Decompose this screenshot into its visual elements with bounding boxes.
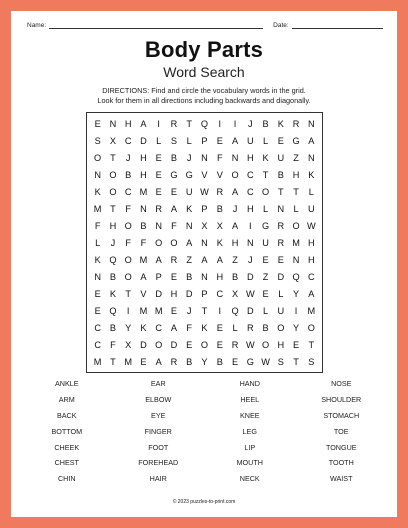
grid-letter[interactable]: F — [140, 237, 147, 248]
grid-letter[interactable]: I — [294, 305, 298, 316]
grid-letter[interactable]: T — [278, 187, 284, 198]
grid-letter[interactable]: Y — [293, 288, 300, 299]
grid-letter[interactable]: L — [95, 237, 101, 248]
grid-letter[interactable]: A — [201, 254, 208, 265]
grid-letter[interactable]: K — [186, 204, 193, 215]
grid-letter[interactable]: P — [155, 271, 162, 282]
grid-letter[interactable]: E — [216, 322, 223, 333]
grid-letter[interactable]: J — [247, 119, 253, 130]
grid-letter[interactable]: C — [94, 339, 101, 350]
grid-letter[interactable]: N — [201, 237, 208, 248]
grid-letter[interactable]: B — [125, 170, 132, 181]
grid-letter[interactable]: E — [277, 254, 284, 265]
grid-letter[interactable]: L — [262, 204, 269, 215]
grid-letter[interactable]: O — [124, 221, 132, 232]
grid-letter[interactable]: N — [292, 254, 300, 265]
grid-letter[interactable]: K — [201, 322, 208, 333]
grid-letter[interactable]: S — [170, 136, 178, 147]
grid-letter[interactable]: B — [170, 153, 178, 164]
date-field[interactable] — [292, 22, 383, 29]
grid-letter[interactable]: N — [155, 221, 163, 232]
grid-letter[interactable]: W — [245, 288, 255, 299]
grid-letter[interactable]: S — [94, 136, 101, 147]
grid-letter[interactable]: G — [170, 170, 178, 181]
grid-letter[interactable]: A — [155, 254, 162, 265]
grid-letter[interactable]: K — [277, 119, 284, 130]
grid-letter[interactable]: X — [216, 221, 223, 232]
grid-letter[interactable]: E — [262, 254, 269, 265]
grid-letter[interactable]: O — [261, 187, 270, 198]
grid-letter[interactable]: N — [308, 119, 315, 130]
grid-letter[interactable]: C — [155, 322, 163, 333]
grid-letter[interactable]: Z — [293, 153, 299, 164]
grid-letter[interactable]: R — [155, 204, 163, 215]
grid-letter[interactable]: O — [124, 271, 132, 282]
grid-letter[interactable]: B — [216, 204, 223, 215]
grid-letter[interactable]: O — [155, 339, 163, 350]
grid-letter[interactable]: J — [232, 204, 238, 215]
directions-line-2: Look for them in all directions including backwards and diagonally. — [97, 96, 311, 105]
word-bank-item: CHEEK — [54, 442, 80, 452]
grid-letter[interactable]: B — [186, 356, 193, 367]
grid-letter[interactable]: E — [293, 339, 300, 350]
grid-letter[interactable]: D — [246, 305, 254, 316]
grid-letter[interactable]: L — [186, 136, 192, 147]
grid-letter[interactable]: C — [246, 187, 254, 198]
grid-letter[interactable]: R — [170, 356, 178, 367]
grid-letter[interactable]: B — [140, 221, 147, 232]
grid-letter[interactable]: Y — [125, 322, 132, 333]
grid-letter[interactable]: I — [218, 305, 222, 316]
grid-letter[interactable]: U — [185, 187, 193, 198]
grid-letter[interactable]: Z — [262, 271, 269, 282]
grid-letter[interactable]: T — [308, 339, 315, 350]
grid-letter[interactable]: J — [247, 254, 253, 265]
grid-letter[interactable]: F — [125, 237, 131, 248]
grid-letter[interactable]: K — [140, 322, 147, 333]
grid-letter[interactable]: H — [246, 204, 254, 215]
word-bank-item: CHIN — [57, 474, 76, 484]
grid-letter[interactable]: X — [109, 136, 116, 147]
grid-letter[interactable]: N — [246, 237, 254, 248]
grid-letter[interactable]: I — [218, 119, 222, 130]
grid-letter[interactable]: E — [155, 153, 162, 164]
grid-letter[interactable]: A — [170, 204, 178, 215]
grid-letter[interactable]: S — [308, 356, 315, 367]
grid-letter[interactable]: C — [216, 288, 224, 299]
word-bank-item: LEG — [242, 426, 257, 436]
grid-letter[interactable]: S — [277, 356, 284, 367]
grid-letter[interactable]: E — [262, 288, 269, 299]
grid-letter[interactable]: X — [231, 288, 239, 299]
grid-letter[interactable]: P — [201, 136, 208, 147]
grid-letter[interactable]: B — [109, 271, 116, 282]
grid-letter[interactable]: D — [170, 339, 178, 350]
grid-letter[interactable]: L — [293, 204, 299, 215]
grid-letter[interactable]: L — [262, 305, 269, 316]
grid-letter[interactable]: I — [233, 119, 237, 130]
word-bank-item: HEEL — [240, 395, 260, 405]
grid-letter[interactable]: E — [216, 339, 223, 350]
grid-letter[interactable]: I — [249, 221, 252, 232]
grid-letter[interactable]: B — [109, 322, 116, 333]
grid-letter[interactable]: T — [293, 356, 299, 367]
grid-letter[interactable]: L — [278, 288, 284, 299]
grid-letter[interactable]: G — [261, 221, 270, 232]
name-date-header — [27, 22, 383, 29]
grid-letter[interactable]: N — [201, 271, 208, 282]
grid-letter[interactable]: E — [216, 136, 223, 147]
grid-letter[interactable]: Q — [109, 305, 117, 316]
word-bank-item: ELBOW — [145, 395, 172, 405]
grid-letter[interactable]: L — [156, 136, 162, 147]
grid-letter[interactable]: O — [109, 170, 117, 181]
grid-letter[interactable]: W — [307, 221, 316, 232]
grid-letter[interactable]: B — [231, 271, 239, 282]
grid-letter[interactable]: T — [110, 153, 116, 164]
grid-letter[interactable]: P — [201, 288, 208, 299]
grid-letter[interactable]: K — [262, 153, 269, 164]
grid-letter[interactable]: N — [109, 119, 117, 130]
grid-letter[interactable]: E — [94, 288, 101, 299]
grid-letter[interactable]: A — [186, 237, 193, 248]
word-bank-item: EYE — [151, 410, 166, 420]
grid-letter[interactable]: V — [201, 170, 208, 181]
grid-letter[interactable]: A — [170, 322, 178, 333]
word-bank-item: TOOTH — [328, 458, 354, 468]
word-bank-item: BOTTOM — [51, 426, 83, 436]
grid-letter[interactable]: N — [185, 221, 193, 232]
grid-letter[interactable]: K — [109, 288, 116, 299]
grid-letter[interactable]: E — [186, 339, 193, 350]
grid-letter[interactable]: E — [277, 136, 284, 147]
grid-letter[interactable]: R — [246, 322, 254, 333]
grid-letter[interactable]: M — [139, 254, 148, 265]
grid-letter[interactable]: K — [94, 187, 101, 198]
grid-letter[interactable]: P — [201, 204, 208, 215]
word-bank-item: EAR — [150, 379, 166, 389]
grid-letter[interactable]: O — [94, 153, 102, 164]
grid-letter[interactable]: B — [262, 119, 269, 130]
grid-letter[interactable]: T — [293, 187, 299, 198]
grid-letter[interactable]: O — [307, 322, 315, 333]
page-title: Body Parts — [144, 37, 264, 62]
grid-letter[interactable]: M — [307, 305, 316, 316]
grid-letter[interactable]: N — [94, 170, 101, 181]
grid-letter[interactable]: Q — [231, 305, 239, 316]
grid-letter[interactable]: X — [125, 339, 132, 350]
grid-letter[interactable]: G — [292, 136, 300, 147]
word-bank-item: NOSE — [331, 379, 352, 389]
grid-letter[interactable]: H — [231, 237, 239, 248]
grid-letter[interactable]: U — [262, 237, 269, 248]
grid-letter[interactable]: M — [154, 305, 163, 316]
grid-letter[interactable]: A — [140, 119, 147, 130]
grid-letter[interactable]: H — [246, 153, 254, 164]
directions — [35, 86, 373, 106]
grid-letter[interactable]: E — [94, 305, 101, 316]
grid-letter[interactable]: O — [277, 322, 285, 333]
grid-letter[interactable]: L — [232, 322, 238, 333]
word-bank-item: LIP — [244, 442, 256, 452]
grid-letter[interactable]: E — [170, 305, 178, 316]
grid-letter[interactable]: L — [308, 187, 314, 198]
word-bank — [21, 376, 387, 487]
grid-letter[interactable]: R — [231, 339, 239, 350]
word-bank-item: HAND — [239, 379, 260, 389]
grid-letter[interactable]: C — [124, 187, 132, 198]
grid-letter[interactable]: K — [94, 254, 101, 265]
grid-letter[interactable]: M — [139, 187, 148, 198]
grid-letter[interactable]: H — [292, 170, 300, 181]
grid-letter[interactable]: I — [126, 305, 130, 316]
grid-letter[interactable]: M — [93, 356, 102, 367]
grid-letter[interactable]: O — [124, 254, 132, 265]
grid-letter[interactable]: H — [170, 288, 178, 299]
grid-letter[interactable]: J — [186, 305, 192, 316]
grid-letter[interactable]: F — [110, 339, 116, 350]
grid-letter[interactable]: O — [261, 339, 270, 350]
grid-letter[interactable]: N — [308, 153, 315, 164]
grid-letter[interactable]: R — [277, 237, 285, 248]
grid-letter[interactable]: R — [216, 187, 224, 198]
grid-letter[interactable]: Y — [293, 322, 300, 333]
word-bank-item: WAIST — [330, 474, 353, 484]
word-bank-item: TOE — [333, 426, 349, 436]
word-bank-item: ARM — [58, 395, 75, 405]
directions-line-1: DIRECTIONS: Find and circle the vocabulary words in the grid. — [102, 86, 306, 95]
grid-letter[interactable]: W — [261, 356, 270, 367]
word-bank-item: ANKLE — [54, 379, 79, 389]
name-label: Name: — [27, 22, 47, 29]
grid-letter[interactable]: M — [139, 305, 148, 316]
grid-letter[interactable]: Q — [109, 254, 117, 265]
grid-letter[interactable]: H — [216, 271, 224, 282]
grid-letter[interactable]: A — [155, 356, 162, 367]
grid-letter[interactable]: E — [140, 356, 147, 367]
word-bank-item: HAIR — [149, 474, 167, 484]
grid-letter[interactable]: N — [94, 271, 101, 282]
word-bank-item: SHOULDER — [321, 395, 362, 405]
grid-letter[interactable]: F — [186, 322, 193, 333]
grid-letter[interactable]: E — [170, 271, 178, 282]
grid-letter[interactable]: O — [170, 237, 178, 248]
grid-letter[interactable]: M — [292, 237, 300, 248]
grid-letter[interactable]: U — [308, 204, 315, 215]
grid-letter[interactable]: F — [94, 221, 101, 232]
grid-letter[interactable]: X — [201, 221, 208, 232]
grid-letter[interactable]: Q — [292, 271, 300, 282]
word-bank-item: FOOT — [148, 442, 169, 452]
grid-letter[interactable]: E — [155, 187, 162, 198]
grid-letter[interactable]: H — [109, 221, 117, 232]
grid-letter[interactable]: C — [94, 322, 101, 333]
grid-letter[interactable]: Z — [232, 254, 238, 265]
word-bank-item: FOREHEAD — [138, 458, 179, 468]
grid-letter[interactable]: H — [277, 339, 285, 350]
grid-letter[interactable]: C — [246, 170, 254, 181]
grid-letter[interactable]: E — [155, 170, 162, 181]
grid-letter[interactable]: F — [216, 153, 223, 164]
grid-letter[interactable]: A — [216, 254, 223, 265]
grid-letter[interactable]: K — [216, 237, 223, 248]
word-bank-item: KNEE — [239, 410, 260, 420]
grid-letter[interactable]: R — [170, 254, 178, 265]
grid-letter[interactable]: C — [308, 271, 315, 282]
grid-letter[interactable]: M — [93, 204, 102, 215]
grid-letter[interactable]: D — [185, 288, 193, 299]
grid-letter[interactable]: A — [140, 271, 147, 282]
grid-letter[interactable]: M — [124, 356, 132, 367]
grid-letter[interactable]: H — [140, 170, 147, 181]
grid-letter[interactable]: D — [140, 136, 147, 147]
grid-letter[interactable]: N — [231, 153, 239, 164]
grid-letter[interactable]: U — [246, 136, 254, 147]
grid-letter[interactable]: Q — [200, 119, 209, 130]
grid-letter[interactable]: B — [262, 322, 269, 333]
grid-letter[interactable]: W — [245, 339, 255, 350]
word-bank-item: FINGER — [144, 426, 172, 436]
word-bank-item: MOUTH — [236, 458, 263, 468]
grid-letter[interactable]: T — [110, 356, 116, 367]
grid-letter[interactable]: Y — [201, 356, 208, 367]
word-bank-item: CHEST — [54, 458, 79, 468]
grid-letter[interactable]: U — [277, 305, 285, 316]
grid-letter[interactable]: B — [186, 271, 193, 282]
grid-letter[interactable]: T — [186, 119, 193, 130]
grid-letter[interactable]: H — [308, 254, 315, 265]
word-bank-item: STOMACH — [323, 410, 360, 420]
word-bank-item: TONGUE — [325, 442, 357, 452]
copyright-footer: © 2023 puzzles-to-print.com — [172, 499, 236, 505]
grid-letter[interactable]: O — [292, 221, 300, 232]
grid-letter[interactable]: N — [277, 204, 285, 215]
grid-letter[interactable]: B — [277, 170, 284, 181]
grid-letter[interactable]: T — [125, 288, 131, 299]
grid-letter[interactable]: D — [140, 339, 147, 350]
grid-letter[interactable]: A — [231, 221, 239, 232]
name-field[interactable] — [49, 22, 263, 29]
grid-letter[interactable]: H — [124, 119, 132, 130]
grid-letter[interactable]: A — [308, 288, 315, 299]
letter-grid — [86, 112, 323, 373]
grid-letter[interactable]: E — [94, 119, 101, 130]
grid-letter[interactable]: F — [125, 204, 131, 215]
grid-letter[interactable]: C — [124, 136, 132, 147]
grid-letter[interactable]: A — [231, 187, 239, 198]
grid-letter[interactable]: R — [277, 221, 285, 232]
grid-letter[interactable]: E — [231, 356, 239, 367]
grid-letter[interactable]: N — [140, 204, 147, 215]
grid-letter[interactable]: J — [125, 153, 131, 164]
grid-letter[interactable]: A — [308, 136, 315, 147]
grid-letter[interactable]: H — [308, 237, 315, 248]
page-subtitle: Word Search — [163, 64, 245, 80]
grid-letter[interactable]: J — [110, 237, 116, 248]
date-label: Date: — [273, 22, 289, 29]
word-bank-item: NECK — [239, 474, 260, 484]
grid-letter[interactable]: O — [200, 339, 209, 350]
grid-letter[interactable]: V — [140, 288, 147, 299]
grid-letter[interactable]: D — [246, 271, 254, 282]
grid-letter[interactable]: O — [109, 187, 117, 198]
grid-letter[interactable]: B — [216, 356, 223, 367]
grid-letter[interactable]: W — [200, 187, 209, 198]
grid-letter[interactable]: N — [201, 153, 208, 164]
grid-letter[interactable]: U — [277, 153, 285, 164]
grid-letter[interactable]: O — [155, 237, 163, 248]
grid-letter[interactable]: Z — [186, 254, 193, 265]
grid-letter[interactable]: A — [231, 136, 239, 147]
grid-letter[interactable]: T — [262, 170, 269, 181]
grid-letter[interactable]: I — [157, 119, 160, 130]
grid-letter[interactable]: R — [170, 119, 178, 130]
grid-letter[interactable]: T — [110, 204, 116, 215]
grid-letter[interactable]: F — [171, 221, 177, 232]
worksheet-page — [11, 11, 397, 517]
grid-letter[interactable]: L — [262, 136, 269, 147]
grid-letter[interactable]: D — [155, 288, 163, 299]
grid-letter[interactable]: T — [201, 305, 208, 316]
grid-letter[interactable]: J — [186, 153, 192, 164]
grid-letter[interactable]: V — [216, 170, 223, 181]
grid-letter[interactable]: H — [140, 153, 147, 164]
grid-letter[interactable]: K — [308, 170, 315, 181]
grid-letter[interactable]: D — [277, 271, 285, 282]
grid-letter[interactable]: E — [170, 187, 178, 198]
grid-letter[interactable]: R — [292, 119, 300, 130]
grid-letter[interactable]: G — [246, 356, 254, 367]
grid-letter[interactable]: G — [185, 170, 193, 181]
grid-letter[interactable]: O — [231, 170, 239, 181]
word-bank-item: BACK — [56, 410, 77, 420]
